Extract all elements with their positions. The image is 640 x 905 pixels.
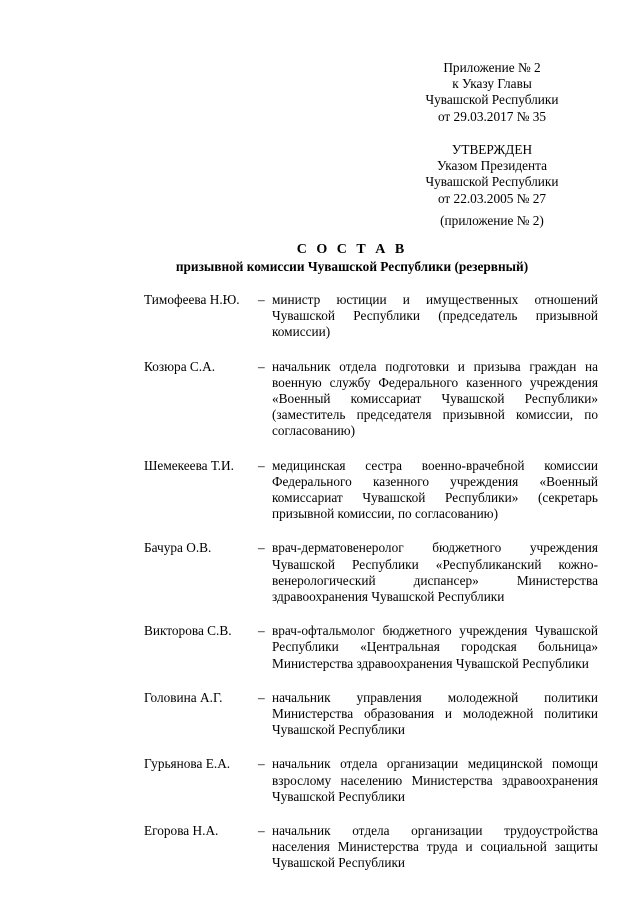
appendix-line: к Указу Главы [452, 76, 532, 92]
member-dash: – [258, 292, 265, 307]
member-name: Головина А.Г. [144, 689, 223, 705]
member-row [144, 623, 598, 672]
member-role: министр юстиции и имущественных отношений Чувашской Республики (председатель призывной комиссии) [272, 292, 598, 340]
member-row [144, 540, 598, 605]
member-row [144, 292, 598, 341]
member-dash: – [258, 823, 265, 839]
member-name: Егорова Н.А. [144, 823, 219, 839]
member-role: начальник управления молодежной политики Министерства образования и молодежной политики Чувашской Республики [272, 689, 598, 738]
member-role: начальник отдела организации трудоустройства населения Министерства труда и социальной защиты Чувашской Республики [272, 823, 598, 871]
member-name: Викторова С.В. [144, 623, 232, 639]
member-dash: – [258, 623, 265, 639]
member-list [144, 292, 598, 890]
member-dash: – [258, 756, 265, 772]
member-name: Шемекеева Т.И. [144, 457, 234, 473]
member-role: врач-офтальмолог бюджетного учреждения Чувашской Республики «Центральная городская больница» Министерства здравоохранения Чувашской Республики [272, 623, 598, 671]
member-dash: – [258, 540, 265, 556]
member-name: Козюра С.А. [144, 358, 216, 374]
approval-note: (приложение № 2) [440, 212, 544, 228]
member-role: начальник отдела организации медицинской помощи взрослому населению Министерства здравоохранения Чувашской Республики [272, 756, 598, 804]
member-row [144, 359, 598, 440]
member-role: начальник отдела подготовки и призыва граждан на военную службу Федерального казенного учреждения «Военный комиссариат Чувашской Республики» (заместитель председателя призывной комиссии, по согласованию) [272, 358, 598, 439]
member-name: Бачура О.В. [144, 540, 212, 556]
document-subtitle: призывной комиссии Чувашской Республики (резервный) [175, 259, 529, 274]
member-row [144, 690, 598, 739]
approval-block [382, 142, 602, 229]
appendix-block [382, 60, 602, 125]
approval-line: от 22.03.2005 № 27 [437, 190, 547, 206]
member-role: врач-дерматовенеролог бюджетного учреждения Чувашской Республики «Республиканский кожно-венерологический диспансер» Министерства здравоохранения Чувашской Республики [272, 540, 598, 605]
appendix-line: Приложение № 2 [443, 60, 541, 75]
member-row [144, 756, 598, 805]
member-role: медицинская сестра военно-врачебной комиссии Федерального казенного учреждения «Военный комиссариат Чувашской Республики» (секретарь призывной комиссии, по согласованию) [272, 457, 598, 522]
appendix-line: от 29.03.2017 № 35 [437, 108, 547, 124]
member-row [144, 458, 598, 523]
document-title: С О С Т А В [296, 242, 408, 257]
appendix-line: Чувашской Республики [425, 92, 559, 108]
member-row [144, 823, 598, 872]
member-dash: – [258, 689, 265, 705]
member-name: Гурьянова Е.А. [144, 756, 231, 772]
approval-line: Чувашской Республики [425, 174, 559, 190]
approval-line: УТВЕРЖДЕН [451, 142, 533, 157]
member-dash: – [258, 457, 265, 473]
member-name: Тимофеева Н.Ю. [144, 292, 240, 307]
member-dash: – [258, 358, 265, 374]
approval-line: Указом Президента [436, 158, 548, 174]
